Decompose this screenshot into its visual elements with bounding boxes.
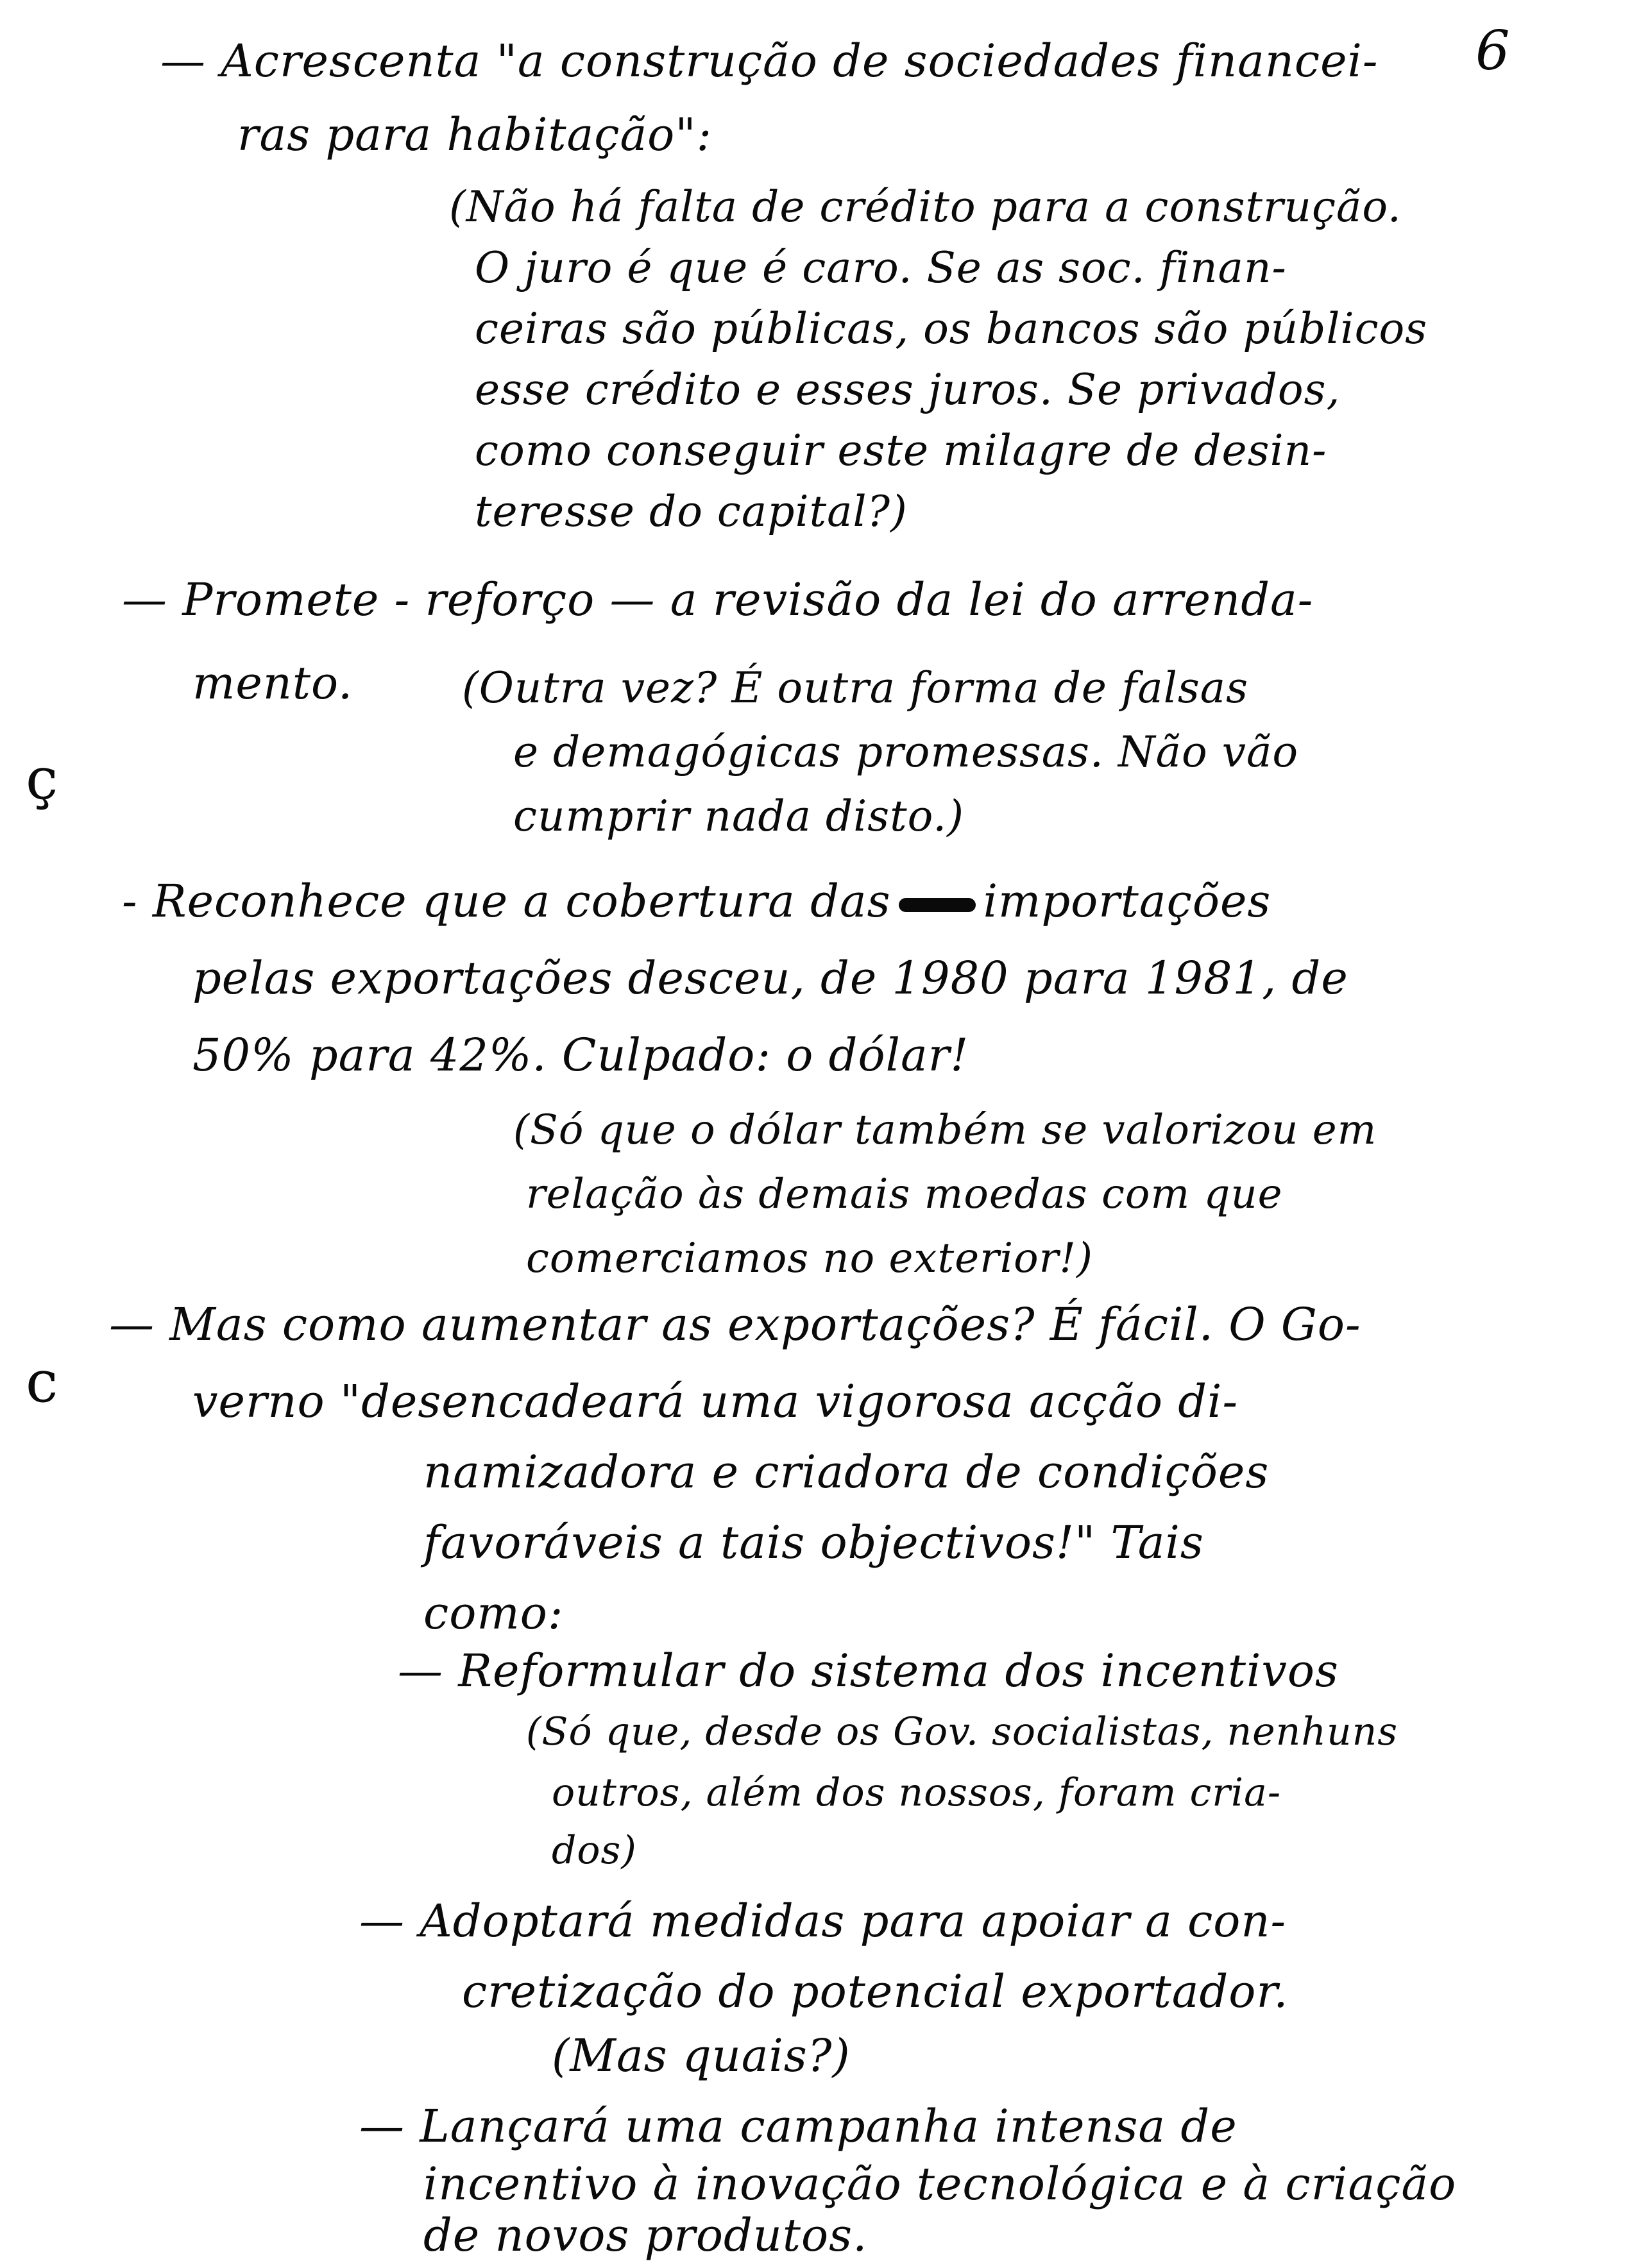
text-line: outros, além dos nossos, foram cria-: [552, 1770, 1282, 1815]
text-line: (Mas quais?): [552, 2029, 851, 2082]
text-line: — Promete - reforço — a revisão da lei do arrenda-: [122, 573, 1314, 626]
text-line: O juro é que é caro. Se as soc. finan-: [475, 243, 1287, 292]
text-line: mento.: [192, 657, 353, 709]
text-line: (Não há falta de crédito para a construção.: [449, 182, 1402, 232]
text-line: pelas exportações desceu, de 1980 para 1981, de: [192, 952, 1348, 1004]
text-line: (Outra vez? É outra forma de falsas: [462, 663, 1248, 713]
text-line: namizadora e criadora de condições: [423, 1446, 1270, 1498]
text-line: — Mas como aumentar as exportações? É fácil. O Go-: [109, 1298, 1361, 1351]
margin-mark-1: ç: [26, 745, 58, 813]
text-line: ras para habitação":: [237, 108, 713, 161]
text-span: - Reconhece que a cobertura das: [122, 875, 891, 927]
text-line: comerciamos no exterior!): [526, 1235, 1093, 1282]
text-span: importações: [983, 875, 1271, 927]
text-line: dos): [552, 1828, 637, 1873]
text-line: como:: [423, 1587, 564, 1639]
text-line: cretização do potencial exportador.: [462, 1965, 1289, 2018]
crossed-out-word: [899, 898, 976, 912]
text-line: cumprir nada disto.): [513, 791, 964, 841]
text-line: como conseguir este milagre de desin-: [475, 426, 1327, 475]
text-line: — Adoptará medidas para apoiar a con-: [359, 1895, 1287, 1947]
text-line: 50% para 42%. Culpado: o dólar!: [192, 1029, 969, 1081]
text-line: ceiras são públicas, os bancos são públicos: [475, 304, 1428, 353]
text-line: de novos produtos.: [423, 2209, 868, 2262]
text-line: [122, 875, 1271, 927]
page-number: 6: [1475, 19, 1510, 82]
text-line: — Lançará uma campanha intensa de: [359, 2100, 1237, 2153]
text-line: — Reformular do sistema dos incentivos: [398, 1645, 1339, 1697]
text-line: — Acrescenta "a construção de sociedades financei-: [160, 35, 1379, 87]
text-line: (Só que o dólar também se valorizou em: [513, 1106, 1377, 1154]
text-line: favoráveis a tais objectivos!" Tais: [423, 1516, 1204, 1569]
text-line: verno "desencadeará uma vigorosa acção di-: [192, 1375, 1239, 1428]
text-line: e demagógicas promessas. Não vão: [513, 727, 1299, 777]
text-line: esse crédito e esses juros. Se privados,: [475, 365, 1341, 414]
text-line: (Só que, desde os Gov. socialistas, nenhuns: [526, 1709, 1398, 1754]
margin-mark-2: c: [26, 1348, 58, 1416]
text-line: teresse do capital?): [475, 487, 908, 536]
text-line: relação às demais moedas com que: [526, 1171, 1283, 1218]
text-line: incentivo à inovação tecnológica e à criação: [423, 2158, 1457, 2210]
